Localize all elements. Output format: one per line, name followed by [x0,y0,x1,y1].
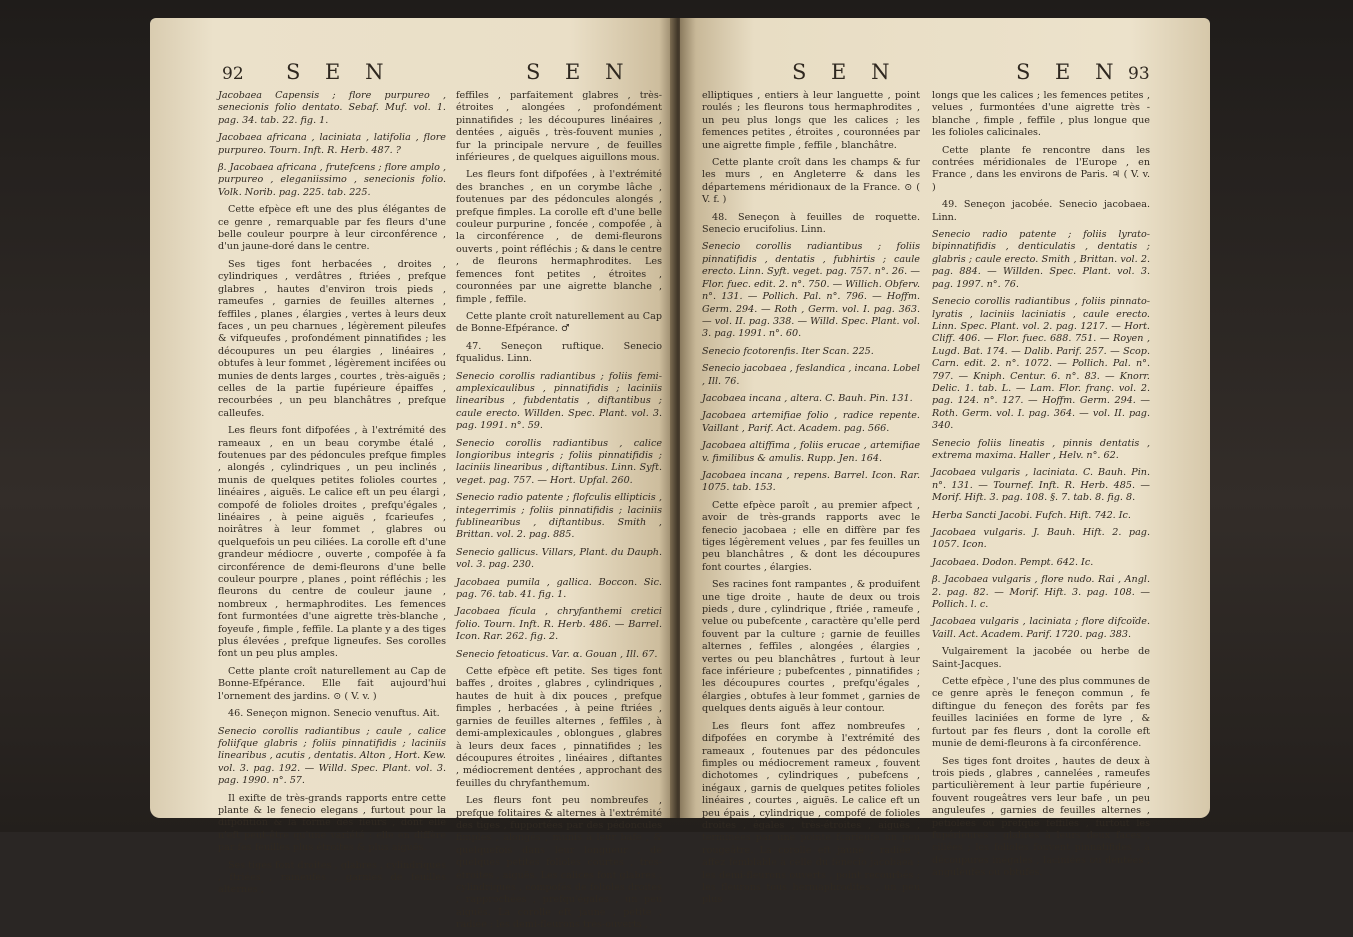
paragraph: Cette plante fe rencontre dans les contrées méridionales de l'Europe , en France , dans les environs de Paris. ♃ ( V. v. ) [932,144,1150,193]
paragraph: feffiles , parfaitement glabres , très-étroites , alongées , profondément pinnatifides ; les découpures linéaires , dentées , aiguës , très-fouvent munies , fur la principale nervure , de feuilles inférieures , de quelques aiguillons mous. [456,90,662,164]
paragraph: Senecio corollis radiantibus , foliis pinnato-lyratis , laciniis laciniatis , caule erecto. Linn. Spec. Plant. vol. 2. pag. 1217. — Hort. Cliff. 406. — Flor. fuec. 688. 751. — Royen , Lugd. Bat. 174. — Dalib. Parif. 257. — Scop. Carn. edit. 2. n°. 1072. — Pollich. Pal. n°. 797. — Kniph. Centur. 6. n°. 83. — Knorr. Delic. 1. tab. L. — Lam. Flor. franç. vol. 2. pag. 124. n°. 127. — Hoffm. Germ. 294. — Roth. Germ. vol. I. pag. 364. — vol. II. pag. 340. [932,296,1150,432]
open-book [150,18,1210,931]
paragraph: Cette efpèce , l'une des plus communes de ce genre après le feneçon commun , fe diftingue du feneçon des forêts par fes feuilles laciniées en forme de lyre , & furtout par fes fleurs , dont la corolle eft munie de demi-fleurons à fa circonférence. [932,676,1150,750]
left-column-2 [456,90,662,937]
left-page [150,18,675,931]
paragraph: elliptiques , entiers à leur languette , point roulés ; les fleurons tous hermaphrodites , un peu plus longs que les calices ; les femences petites , étroites , couronnées par une aigrette fimple , feffile , blanchâtre. [702,90,920,151]
left-header-word-2: S E N [526,60,633,84]
paragraph: Jacobaea africana , laciniata , latifolia , flore purpureo. Tourn. Inft. R. Herb. 487. ? [218,132,446,156]
paragraph: Cette plante croît naturellement au Cap de Bonne-Efpérance. Elle fait aujourd'hui l'ornement des jardins. ⊙ ( V. v. ) [218,665,446,702]
paragraph: Senecio radio patente ; flofculis ellipticis , integerrimis ; foliis pinnatifidis ; laciniis fublinearibus , diftantibus. Smith , Brittan. vol. 2. pag. 885. [456,492,662,541]
paragraph: Jacobaea vulgaris , laciniata ; flore difcoïde. Vaill. Act. Academ. Parif. 1720. pag. 383. [932,616,1150,640]
paragraph: Cette plante croît naturellement au Cap de Bonne-Efpérance. ♂ [456,310,662,335]
paragraph: Cette plante croît dans les champs & fur les murs , en Angleterre & dans les départemens méridionaux de la France. ⊙ ( V. f. ) [702,157,920,206]
paragraph: Herba Sancti Jacobi. Fufch. Hift. 742. Ic. [932,509,1131,521]
paragraph: Ses tiges font droites , glabres , cylindriques , ftriées , rameufes , garnies de feuilles alternes , [218,859,446,896]
paragraph: Senecio jacobaea , feslandica , incana. Lobel , Ill. 76. [702,363,920,387]
right-header-word-2: S E N [1016,60,1123,84]
paragraph: β. Jacobaea africana , frutefcens ; flore amplo , purpureo , eleganiissimo , senecionis folio. Volk. Norib. pag. 225. tab. 225. [218,162,447,198]
paragraph: Jacobaea fícula , chryfanthemi cretici folio. Tourn. Inft. R. Herb. 486. — Barrel. Icon. Rar. 262. fig. 2. [456,606,662,643]
paragraph: Senecio fetoaticus. Var. α. Gouan , Ill. 67. [456,648,658,660]
paragraph: β. Jacobaea vulgaris , flore nudo. Rai , Angl. 2. pag. 82. — Morif. Hift. 3. pag. 108. — Pollich. l. c. [932,574,1150,611]
paragraph: Senecio corollis radiantibus , calice longioribus integris ; foliis pinnatifidis ; laciniis linearibus , diftantibus. Linn. Syft. veget. pag. 757. — Hort. Upfal. 260. [456,437,662,486]
paragraph: Il exifte de très-grands rapports entre cette plante & le fenecio elegans , furtout pour la difpofition & la forme des fleurs , dont elle n'eft peut-être qu'une variété ; elle en diffère par fes feuilles plus étroites & plus aiguës. [218,792,446,854]
paragraph: Senecio radio patente ; foliis lyrato-bipinnatifidis , denticulatis , dentatis ; glabris ; caule erecto. Smith , Brittan. vol. 2. pag. 884. — Willden. Spec. Plant. vol. 3. pag. 1997. n°. 76. [932,229,1150,290]
paragraph: Jacobaea incana , repens. Barrel. Icon. Rar. 1075. tab. 153. [702,469,920,494]
right-header-word: S E N [792,60,899,84]
paragraph: Jacobaea pumila , gallica. Boccon. Sic. pag. 76. tab. 41. fig. 1. [456,576,662,601]
right-column-1 [702,90,920,912]
paragraph: longs que les calices ; les femences petites , velues , furmontées d'une aigrette très - blanche , fimple , feffile , plus longue que les folioles calicinales. [932,90,1150,139]
paragraph: Les fleurs font difpofées , à l'extrémité des rameaux , en un beau corymbe étalé , foutenues par des pédoncules prefque fimples , alongés , cylindriques , un peu inclinés , munis de quelques petites folioles courtes , linéaires , aiguës. Le calice eft un peu élargi , compofé de folioles droites , prefqu'égales , linéaires , à peine aiguës , fcarieufes , noirâtres à leur fommet , glabres ou quelquefois un peu ciliées. La corolle eft d'une grandeur médiocre , ouverte , compofée à fa circonférence de demi-fleurons d'une belle couleur pourpre , planes , point réfléchis ; les fleurons du centre de couleur jaune , nombreux , hermaphrodites. Les femences font furmontées d'une aigrette très-blanche , foyeufe , fimple , feffile. La plante y a des tiges plus élevées , prefque ligneufes. Ses corolles font un peu plus amples. [218,425,446,660]
right-column-2 [932,90,1150,885]
paragraph: Ses tiges font herbacées , droites , cylindriques , verdâtres , ftriées , prefque glabres , hautes d'environ trois pieds , rameufes , garnies de feuilles alternes , feffiles , planes , élargies , vertes à leurs deux faces , un peu charnues , légèrement pileufes & vifqueufes , profondément pinnatifides ; les découpures un peu élargies , linéaires , obtufes à leur fommet , légèrement incifées ou munies de dents larges , courtes , très-aiguës ; celles de la partie fupérieure épaiffes , recourbées , un peu blanchâtres , prefque calleufes. [218,258,446,419]
paragraph: Senecio corollis radiantibus ; caule , calice foliifque glabris ; foliis pinnatifidis ; laciniis linearibus , acutis , dentatis. Alton , Hort. Kew. vol. 3. pag. 192. — Willd. Spec. Plant. vol. 3. pag. 1990. n°. 57. [218,725,446,787]
paragraph: Les fleurs font affez nombreufes , difpofées en corymbe à l'extrémité des rameaux , foutenues par des pédoncules fimples ou médiocrement rameux , fouvent dichotomes , cylindriques , pubefcens , inégaux , garnis de quelques petites folioles linéaires , courtes , aiguës. Le calice eft un peu épais , cylindrique , compofé de folioles droites , égales , très-étroites , aiguës , terminées par une pointe fcarieufe un peu rougeâtre. La corolle eft jaune , radiée , affez femblable à celle du fenecio jacobaea ; les demi-fleurons ouverts , point recourbés ; les fleurons tous hermaphrodites , un peu plus [702,720,920,906]
paragraph: Jacobaea incana , altera. C. Bauh. Pin. 131. [702,392,913,404]
left-column-1 [218,90,446,902]
paragraph: Les fleurs font difpofées , à l'extrémité des branches , en un corymbe lâche , foutenues par des pédoncules alongés , prefque fimples. La corolle eft d'une belle couleur purpurine , foncée , compofée , à la circonférence , de demi-fleurons ouverts , point réfléchis ; & dans le centre , de fleurons hermaphrodites. Les femences font petites , étroites , couronnées par une aigrette blanche , fimple , feffile. [456,169,662,305]
right-page [680,18,1210,906]
paragraph: Vulgairement la jacobée ou herbe de Saint-Jacques. [932,646,1150,670]
paragraph: Senecio foliis lineatis , pinnis dentatis , extrema maxima. Haller , Helv. n°. 62. [932,437,1150,461]
left-header-word: S E N [286,60,393,84]
paragraph: Jacobaea vulgaris. J. Bauh. Hift. 2. pag. 1057. Icon. [932,527,1150,551]
entry-heading: 46. Seneçon mignon. Senecio venuftus. Ait. [228,708,440,720]
right-page-number: 93 [1128,64,1150,84]
paragraph: Senecio gallicus. Villars, Plant. du Dauph. vol. 3. pag. 230. [456,546,662,571]
paragraph: Senecio fcotorenfis. Iter Scan. 225. [702,345,874,357]
paragraph: Jacobaea. Dodon. Pempt. 642. Ic. [932,556,1094,568]
right-page-header [680,58,1210,92]
paragraph: Senecio corollis radiantibus ; foliis pinnatifidis , dentatis , fubhirtis ; caule erecto. Linn. Syft. veget. pag. 757. n°. 26. — Flor. fuec. edit. 2. n°. 750. — Willich. Obferv. n°. 131. — Pollich. Pal. n°. 796. — Hoffm. Germ. 294. — Roth , Germ. vol. I. pag. 363. — vol. II. pag. 338. — Willd. Spec. Plant. vol. 3. pag. 1991. n°. 60. [702,241,920,340]
paragraph: Senecio corollis radiantibus ; foliis femi-amplexicaulibus , pinnatifidis ; laciniis linearibus , fubdentatis , diftantibus ; caule erecto. Willden. Spec. Plant. vol. 3. pag. 1991. n°. 59. [456,370,662,432]
left-page-header [150,58,675,92]
paragraph: Jacobaea artemifiae folio , radice repente. Vaillant , Parif. Act. Academ. pag. 566. [702,410,920,434]
left-page-number: 92 [222,64,244,84]
paragraph: Les fleurs font peu nombreufes , prefque folitaires & alternes à l'extrémité des tiges , fupportées par des pédoncules fimples , alongés , munis à leur bafe , & quelquefois dans leur longueur , de quelques petites folioles courtes , très-étroites , aiguës. Les calices font glabres , cylindriques , compofés de folioles droites , rapprochées , prefqu'égales , un peu aiguës. La corolle eft jaune , petite , radiée ; les demi-fleurons très-ouverts , [456,795,662,931]
entry-heading: 49. Seneçon jacobée. Senecio jacobaea. Linn. [932,199,1150,223]
paragraph: Ses tiges font droites , hautes de deux à trois pieds , glabres , cannelées , rameufes particulièrement à leur partie fupérieure , fouvent rougeâtres vers leur bafe , un peu anguleufes , garnies de feuilles alternes , pétiolées ou prefque feffiles , furtout les fupérieures ; glabres à leurs deux faces , ciliées ; les folioles fouvent pinnatifides , à découpures inégales , laciniées ou dentées , anguleufes ou obtufes. [932,755,1150,879]
paragraph: Ses racines font rampantes , & produifent une tige droite , haute de deux ou trois pieds , dure , cylindrique , ftriée , rameufe , velue ou pubefcente , caractère qu'elle perd fouvent par la culture ; garnie de feuilles alternes , feffiles , alongées , élargies , vertes ou peu blanchâtres , furtout à leur face inférieure ; pubefcentes , pinnatifides ; les découpures courtes , prefqu'égales , élargies , obtufes à leur fommet , garnies de quelques dents aiguës à leur contour. [702,579,920,715]
paragraph: Cette efpèce eft une des plus élégantes de ce genre , remarquable par fes fleurs d'une belle couleur pourpre à leur circonférence , d'un jaune-doré dans le centre. [218,204,446,253]
entry-heading: 47. Seneçon ruftique. Senecio fqualidus. Linn. [456,340,662,365]
paragraph: Cette efpèce paroît , au premier afpect , avoir de très-grands rapports avec le fenecio jacobaea ; elle en diffère par fes tiges légèrement velues , par fes feuilles un peu blanchâtres , & dont les découpures font courtes , élargies. [702,499,920,573]
paragraph: Jacobaea altiffima , foliis erucae , artemifiae v. fimilibus & amulis. Rupp. Jen. 164. [702,440,920,464]
paragraph: Jacobaea Capensis ; flore purpureo , senecionis folio dentato. Sebaf. Muf. vol. 1. pag. 34. tab. 22. fig. 1. [218,90,446,126]
paragraph: Jacobaea vulgaris , laciniata. C. Bauh. Pin. n°. 131. — Tournef. Inft. R. Herb. 485. — Morif. Hift. 3. pag. 108. §. 7. tab. 8. fig. 8. [932,467,1150,504]
paragraph: Cette efpèce eft petite. Ses tiges font baffes , droites , glabres , cylindriques , hautes de huit à dix pouces , prefque fimples , herbacées , à peine ftriées , garnies de feuilles alternes , feffiles , à demi-amplexicaules , oblongues , glabres à leurs deux faces , pinnatifides ; les découpures étroites , linéaires , diftantes , médiocrement dentées , approchant des feuilles du chryfanthemum. [456,666,662,789]
entry-heading: 48. Seneçon à feuilles de roquette. Senecio erucifolius. Linn. [702,211,920,236]
